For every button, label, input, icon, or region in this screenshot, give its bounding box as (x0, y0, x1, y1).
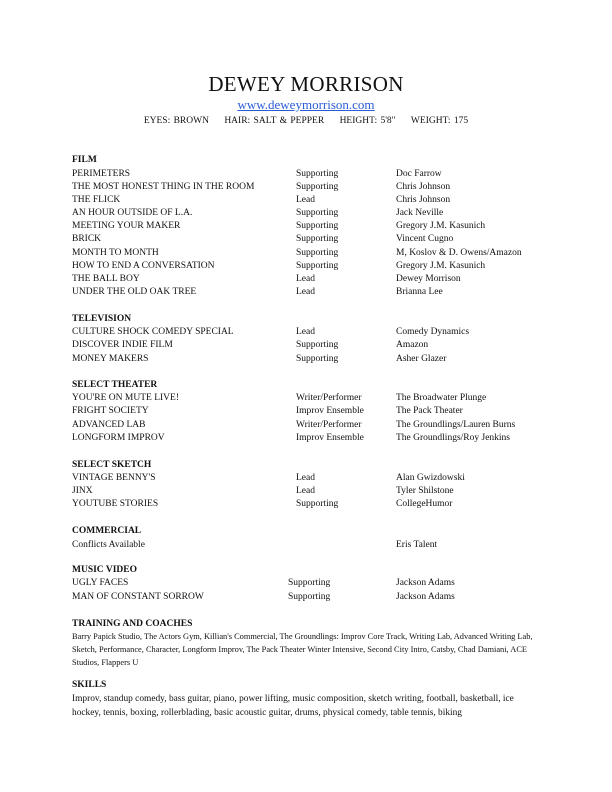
credit-director: Jack Neville (396, 208, 444, 218)
table-row (72, 393, 542, 406)
credit-director: Doc Farrow (396, 169, 442, 179)
credit-title: ADVANCED LAB (72, 420, 146, 430)
credit-director: Gregory J.M. Kasunich (396, 261, 486, 271)
hair-stat: HAIR: SALT & PEPPER (224, 116, 325, 126)
training-heading: TRAINING AND COACHES (72, 619, 193, 629)
credit-title: YOUTUBE STORIES (72, 499, 159, 509)
credit-role: Supporting (296, 261, 339, 271)
credit-director: Chris Johnson (396, 195, 451, 205)
credit-director: Brianna Lee (396, 287, 443, 297)
credit-role: Supporting (288, 592, 331, 602)
credit-title: MONTH TO MONTH (72, 248, 159, 258)
table-row (72, 354, 542, 367)
eyes-stat: EYES: BROWN (143, 116, 209, 126)
table-row (72, 473, 542, 486)
credit-title: LONGFORM IMPROV (72, 433, 165, 443)
table-row (72, 406, 542, 419)
credit-role: Supporting (296, 208, 339, 218)
credit-title: DISCOVER INDIE FILM (72, 340, 173, 350)
music-video-heading: MUSIC VIDEO (72, 565, 138, 575)
table-row (72, 195, 542, 208)
credit-director: Gregory J.M. Kasunich (396, 221, 486, 231)
credit-role: Supporting (296, 221, 339, 231)
table-row (72, 234, 542, 247)
credit-role: Writer/Performer (296, 420, 362, 430)
table-row (72, 578, 542, 591)
credit-title: YOU'RE ON MUTE LIVE! (72, 393, 179, 403)
credit-title: BRICK (72, 234, 102, 244)
table-row (72, 208, 542, 221)
credit-director: Chris Johnson (396, 182, 451, 192)
credit-director: The Groundlings/Lauren Burns (396, 420, 516, 430)
credit-director: Jackson Adams (396, 592, 455, 602)
credit-director: The Groundlings/Roy Jenkins (396, 433, 510, 443)
credit-role: Supporting (296, 182, 339, 192)
credit-director: Alan Gwizdowski (396, 473, 465, 483)
credit-title: MAN OF CONSTANT SORROW (72, 592, 204, 602)
credit-role: Lead (296, 473, 315, 483)
table-row (72, 486, 542, 499)
website-link[interactable]: www.deweymorrison.com (237, 97, 375, 112)
table-row (72, 433, 542, 446)
physical-stats (0, 116, 612, 126)
credit-director: Asher Glazer (396, 354, 447, 364)
credit-director: The Broadwater Plunge (396, 393, 487, 403)
credit-title: JINX (72, 486, 93, 496)
table-row (72, 248, 542, 261)
sketch-heading: SELECT SKETCH (72, 460, 152, 470)
credit-role: Lead (296, 327, 315, 337)
credit-director: Amazon (396, 340, 429, 350)
credit-director: M, Koslov & D. Owens/Amazon (396, 248, 522, 258)
credit-role: Supporting (296, 234, 339, 244)
credit-role: Lead (296, 274, 315, 284)
weight-stat: WEIGHT: 175 (410, 116, 469, 126)
credit-director: The Pack Theater (396, 406, 463, 416)
credit-role: Lead (296, 287, 315, 297)
credit-director: Comedy Dynamics (396, 327, 470, 337)
credit-role: Supporting (296, 354, 339, 364)
credit-role: Lead (296, 195, 315, 205)
credit-role: Supporting (296, 499, 339, 509)
credit-title: MONEY MAKERS (72, 354, 149, 364)
table-row (72, 420, 542, 433)
training-text: Barry Papick Studio, The Actors Gym, Killian's Commercial, The Groundlings: Improv Core Track, Writing Lab, Advanced Writing Lab, Sketch, Performance, Character, Longform Improv, The Pack Theater Winter Intensive, Second City Intro, Catsby, Chad Damiani, ACE Studios, Flappers U (72, 632, 533, 667)
theater-heading: SELECT THEATER (72, 380, 158, 390)
credit-title: AN HOUR OUTSIDE OF L.A. (72, 208, 193, 218)
credit-title: UGLY FACES (72, 578, 129, 588)
credit-title: FRIGHT SOCIETY (72, 406, 149, 416)
table-row (72, 261, 542, 274)
credit-title: PERIMETERS (72, 169, 131, 179)
credit-title: THE FLICK (72, 195, 121, 205)
table-row (72, 221, 542, 234)
actor-name: DEWEY MORRISON (208, 72, 404, 96)
table-row (72, 592, 542, 605)
table-row (72, 287, 542, 300)
credit-role: Lead (296, 486, 315, 496)
table-row (72, 274, 542, 287)
credit-title: VINTAGE BENNY'S (72, 473, 156, 483)
table-row (72, 327, 542, 340)
television-heading: TELEVISION (72, 314, 132, 324)
credit-role: Improv Ensemble (296, 406, 364, 416)
credit-director: Jackson Adams (396, 578, 455, 588)
credit-title: CULTURE SHOCK COMEDY SPECIAL (72, 327, 234, 337)
credit-title: Conflicts Available (72, 540, 145, 550)
commercial-heading: COMMERCIAL (72, 526, 142, 536)
credit-title: UNDER THE OLD OAK TREE (72, 287, 197, 297)
film-heading: FILM (72, 155, 97, 165)
credit-role: Supporting (296, 340, 339, 350)
credit-role: Supporting (296, 169, 339, 179)
skills-heading: SKILLS (72, 680, 107, 690)
height-stat: HEIGHT: 5'8" (339, 116, 396, 126)
table-row (72, 540, 542, 553)
table-row (72, 169, 542, 182)
credit-director: Tyler Shilstone (396, 486, 454, 496)
skills-text: Improv, standup comedy, bass guitar, piano, power lifting, music composition, sketch writing, football, basketball, ice hockey, tennis, boxing, rollerblading, basic acoustic guitar, drums, physical comedy, table tennis, biking (72, 694, 514, 718)
credit-director: Vincent Cugno (396, 234, 454, 244)
table-row (72, 340, 542, 353)
credit-title: HOW TO END A CONVERSATION (72, 261, 215, 271)
credit-title: THE BALL BOY (72, 274, 140, 284)
credit-role: Supporting (288, 578, 331, 588)
credit-role: Supporting (296, 248, 339, 258)
table-row (72, 182, 542, 195)
credit-agency: Eris Talent (396, 540, 438, 550)
credit-director: CollegeHumor (396, 499, 453, 509)
credit-role: Writer/Performer (296, 393, 362, 403)
credit-director: Dewey Morrison (396, 274, 461, 284)
table-row (72, 499, 542, 512)
credit-title: MEETING YOUR MAKER (72, 221, 181, 231)
credit-role: Improv Ensemble (296, 433, 364, 443)
credit-title: THE MOST HONEST THING IN THE ROOM (72, 182, 255, 192)
